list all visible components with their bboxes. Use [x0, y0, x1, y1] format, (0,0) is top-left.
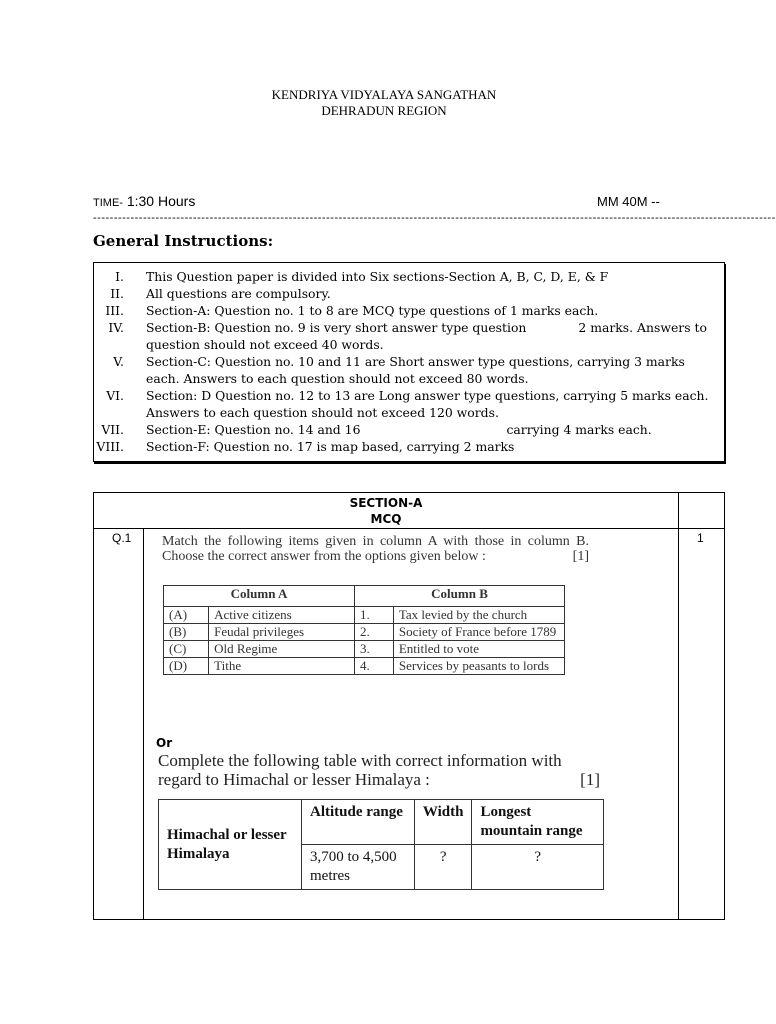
- match-table: [163, 585, 565, 675]
- table-row: (D) Tithe 4. Services by peasants to lords: [164, 658, 565, 675]
- table-row: [159, 800, 604, 845]
- question-marks: 1: [697, 531, 704, 545]
- question-number: Q.1: [112, 531, 132, 545]
- table-row: (C) Old Regime 3. Entitled to vote: [164, 641, 565, 658]
- table-cell: ?: [414, 845, 472, 890]
- instructions-box: [93, 262, 725, 462]
- table-row: (B) Feudal privileges 2. Society of France before 1789: [164, 624, 565, 641]
- separator-dashes: --------------------------------------------------------------------------------------------------------------------------------------------------------------------: [93, 212, 776, 224]
- column-header: Longest mountain range: [472, 800, 604, 845]
- instruction-item: VII. Section-E: Question no. 14 and 16 carrying 4 marks each.: [101, 422, 652, 437]
- instruction-item: II. All questions are compulsory.: [110, 286, 331, 301]
- alt-question-text: Complete the following table with correct information with regard to Himachal or lesser Himalaya : [1]: [158, 751, 600, 789]
- col-a-header: Column A: [164, 586, 355, 607]
- section-subtitle: MCQ: [370, 512, 402, 526]
- max-marks: MM 40M --: [597, 194, 660, 209]
- column-header: Width: [414, 800, 472, 845]
- time-row: [93, 193, 683, 209]
- instruction-item: III. Section-A: Question no. 1 to 8 are MCQ type questions of 1 marks each.: [105, 303, 599, 318]
- time-value: 1:30 Hours: [122, 193, 196, 209]
- table-cell: 3,700 to 4,500 metres: [302, 845, 415, 890]
- himachal-table: [158, 799, 604, 890]
- instruction-item: V. Section-C: Question no. 10 and 11 are Short answer type questions, carrying 3 marks each. Answers to each question should not exceed 80 words.: [113, 354, 685, 386]
- table-cell: ?: [472, 845, 604, 890]
- table-row: (A) Active citizens 1. Tax levied by the church: [164, 607, 565, 624]
- q1-text: Match the following items given in column A with those in column B. Choose the correct answer from the options given below : [1]: [162, 534, 589, 564]
- section-title: SECTION-A: [349, 496, 423, 510]
- row-header: Himachal or lesser Himalaya: [159, 800, 302, 890]
- instruction-item: IV. Section-B: Question no. 9 is very short answer type question 2 marks. Answers to question should not exceed 40 words.: [108, 320, 707, 352]
- instruction-item: VI. Section: D Question no. 12 to 13 are Long answer type questions, carrying 5 marks each. Answers to each question should not exceed 120 words.: [106, 388, 709, 420]
- region-name: DEHRADUN REGION: [321, 103, 447, 118]
- column-header: Altitude range: [302, 800, 415, 845]
- or-label: Or: [156, 736, 173, 750]
- time-label: TIME-: [93, 197, 123, 209]
- org-name: KENDRIYA VIDYALAYA SANGATHAN: [271, 87, 497, 102]
- col-b-header: Column B: [355, 586, 565, 607]
- instructions-title: General Instructions:: [93, 232, 274, 250]
- section-a-table: [93, 492, 725, 920]
- instruction-item: VIII. Section-F: Question no. 17 is map based, carrying 2 marks: [96, 439, 515, 454]
- section-a-heading: [94, 495, 678, 527]
- instruction-item: I. This Question paper is divided into Six sections-Section A, B, C, D, E, & F: [115, 269, 609, 284]
